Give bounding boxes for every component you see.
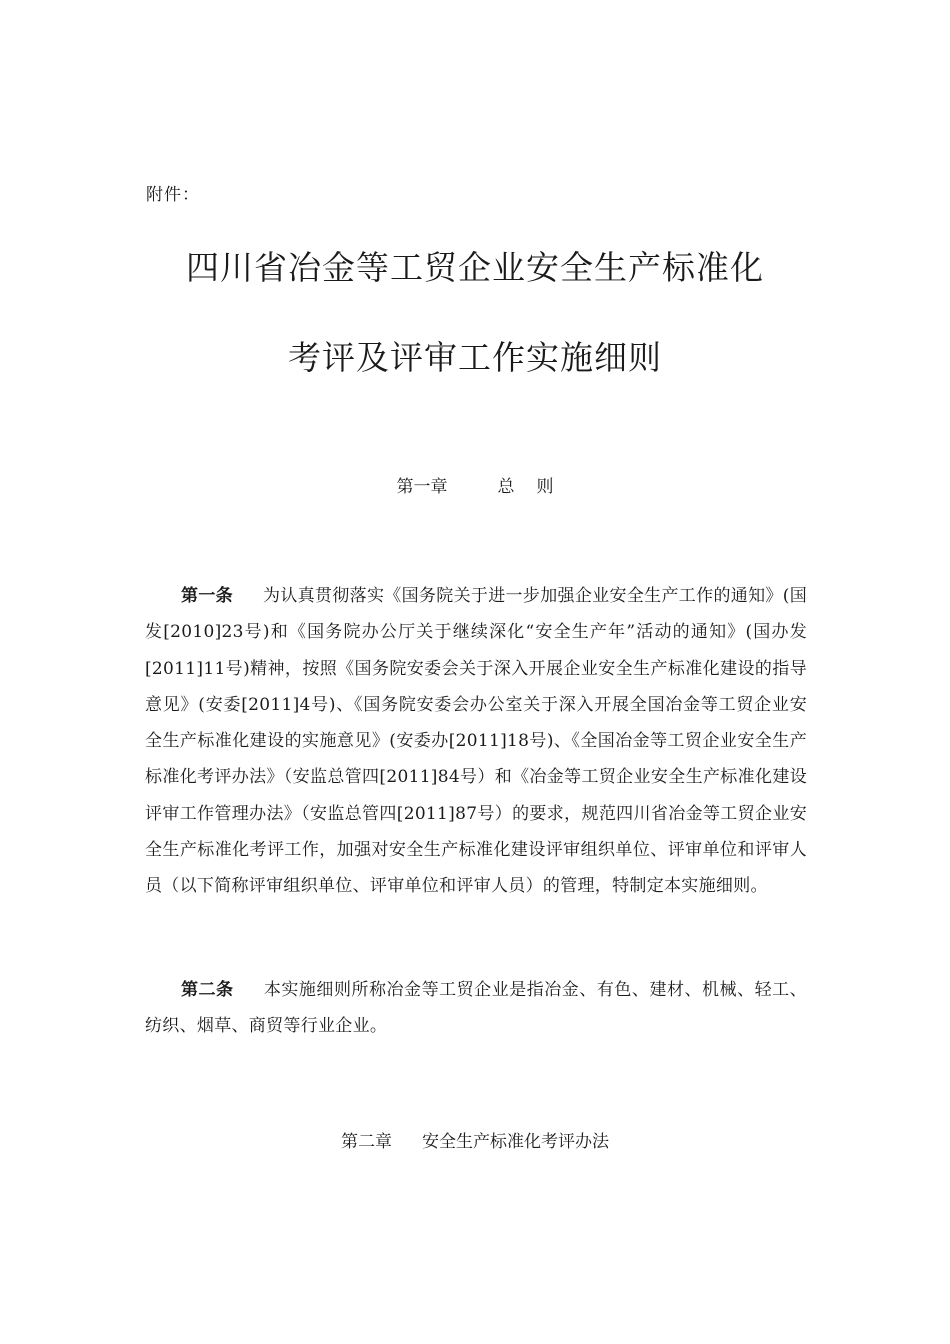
document-title-line-2: 考评及评审工作实施细则 [288, 338, 662, 377]
chapter-2-number: 第二章 [341, 1132, 392, 1152]
article-1-label: 第一条 [181, 586, 233, 606]
article-2-label: 第二条 [181, 980, 234, 1000]
chapter-2-name: 安全生产标准化考评办法 [422, 1132, 609, 1152]
chapter-1-heading [0, 472, 950, 497]
article-2 [145, 972, 807, 1045]
article-2-text: 本实施细则所称冶金等工贸企业是指冶金、有色、建材、机械、轻工、纺织、烟草、商贸等行业企业。 [145, 980, 807, 1037]
document-title-line-1: 四川省冶金等工贸企业安全生产标准化 [186, 248, 764, 287]
chapter-1-name-part-1: 总 [497, 477, 515, 497]
attachment-label: 附件： [146, 185, 200, 205]
chapter-1-name-part-2: 则 [536, 477, 554, 497]
chapter-1-number: 第一章 [396, 477, 448, 497]
article-1 [145, 578, 807, 905]
chapter-2-heading [0, 1127, 950, 1152]
article-1-text: 为认真贯彻落实《国务院关于进一步加强企业安全生产工作的通知》(国发[2010]23号)和《国务院办公厅关于继续深化“安全生产年”活动的通知》(国办发[2011]11号)精神，按照《国务院安委会关于深入开展企业安全生产标准化建设的指导意见》(安委[2011]4号)、《国务院安委会办公室关于深入开展全国冶金等工贸企业安全生产标准化建设的实施意见》(安委办[2011]18号)、《全国冶金等工贸企业安全生产标准化考评办法》（安监总管四[2011]84号）和《冶金等工贸企业安全生产标准化建设评审工作管理办法》（安监总管四[2011]87号）的要求，规范四川省冶金等工贸企业安全生产标准化考评工作，加强对安全生产标准化建设评审组织单位、评审单位和评审人员（以下简称评审组织单位、评审单位和评审人员）的管理，特制定本实施细则。 [145, 586, 808, 897]
